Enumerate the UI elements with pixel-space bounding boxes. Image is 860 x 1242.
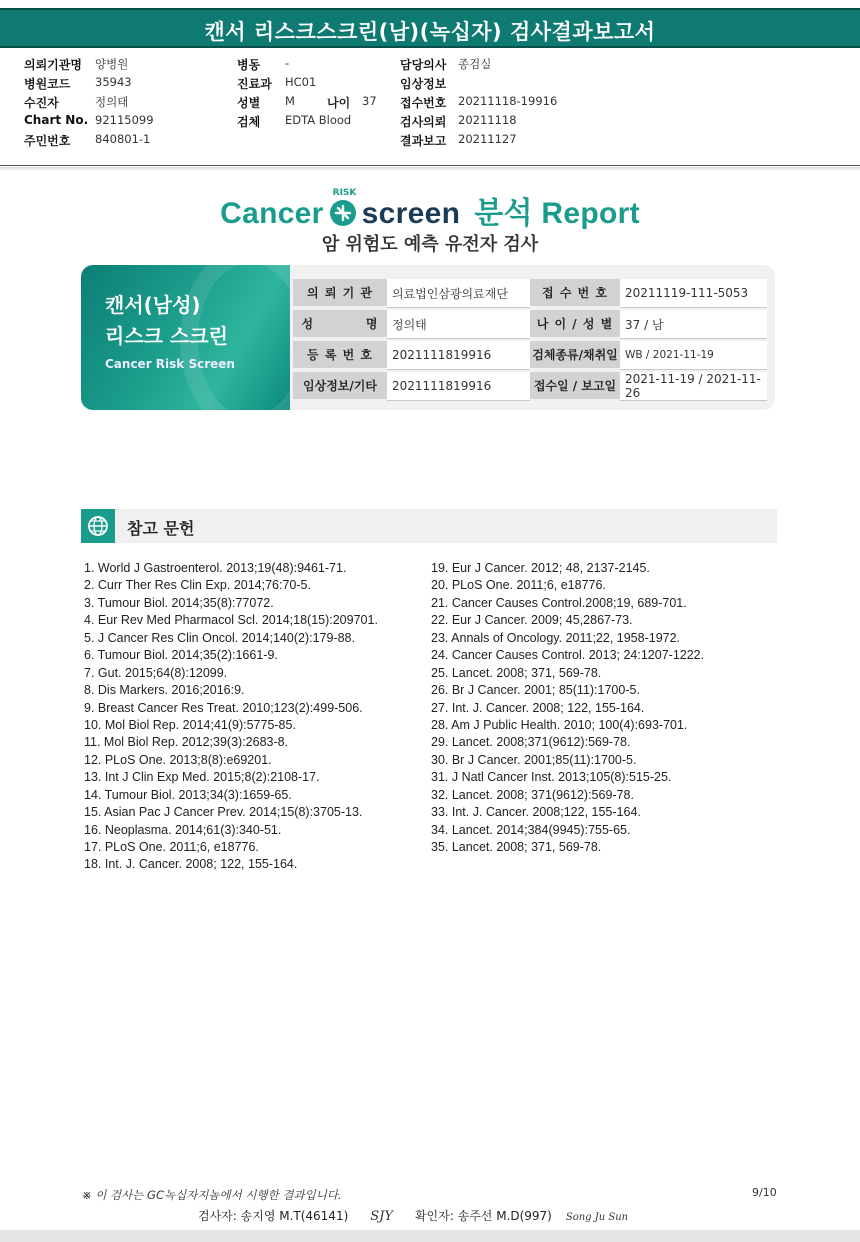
cell-label: 의 뢰 기 관 xyxy=(293,279,387,308)
reference-item: 23. Annals of Oncology. 2011;22, 1958-1972. xyxy=(431,630,681,645)
page-bottom-bar xyxy=(0,1230,860,1242)
table-row xyxy=(293,372,767,401)
field-institution xyxy=(24,56,129,75)
reference-item: 19. Eur J Cancer. 2012; 48, 2137-2145. xyxy=(431,561,650,575)
references-list-right xyxy=(431,561,704,857)
signers-line xyxy=(198,1207,628,1224)
patient-info-col2 xyxy=(237,56,377,132)
confirmer-signature: Song Ju Sun xyxy=(565,1212,629,1223)
field-label: 결과보고 xyxy=(400,134,447,148)
field-label: 수진자 xyxy=(24,96,59,110)
card-banner xyxy=(81,265,290,410)
reference-item: 16. Neoplasma. 2014;61(3):340-51. xyxy=(84,822,282,837)
reference-item: 13. Int J Clin Exp Med. 2015;8(2):2108-17. xyxy=(84,770,320,785)
tester-label: 검사자: 송지영 M.T(46141) xyxy=(198,1209,349,1223)
field-value: HC01 xyxy=(285,75,317,89)
reference-item: 1. World J Gastroenterol. 2013;19(48):9461-71. xyxy=(84,561,347,575)
field-value: 종검실 xyxy=(458,57,492,71)
field-label: 검사의뢰 xyxy=(400,115,447,129)
cell-value: 2021111819916 xyxy=(387,372,530,401)
patient-header xyxy=(0,48,860,166)
header-divider xyxy=(0,167,860,171)
brand-cancer: Cancer xyxy=(220,197,324,230)
reference-item: 9. Breast Cancer Res Treat. 2010;123(2):499-506. xyxy=(84,700,363,715)
field-sex-age xyxy=(237,94,377,113)
reference-item: 7. Gut. 2015;64(8):12099. xyxy=(84,665,228,680)
field-label: 접수번호 xyxy=(400,96,447,110)
field-report-date xyxy=(400,132,517,151)
report-title: 캔서 리스크스크린(남)(녹십자) 검사결과보고서 xyxy=(204,20,656,44)
reference-item: 25. Lancet. 2008; 371, 569-78. xyxy=(431,665,602,680)
age-label: 나이 xyxy=(327,96,351,110)
info-table xyxy=(293,277,767,403)
report-info-card xyxy=(81,265,775,410)
field-doctor xyxy=(400,56,492,75)
reference-item: 33. Int. J. Cancer. 2008;122, 155-164. xyxy=(431,805,641,820)
reference-item: 31. J Natl Cancer Inst. 2013;105(8):515-25. xyxy=(431,770,672,785)
field-value: 정의태 xyxy=(95,95,129,109)
field-hospital-code xyxy=(24,75,132,94)
field-label: 진료과 xyxy=(237,77,272,91)
cell-label: 나 이 / 성 별 xyxy=(530,310,620,339)
reference-item: 12. PLoS One. 2013;8(8):e69201. xyxy=(84,752,272,767)
field-chart-no xyxy=(24,113,154,132)
age-value: 37 xyxy=(362,94,377,108)
field-value: EDTA Blood xyxy=(285,113,352,127)
cell-label: 검체종류/채취일 xyxy=(530,341,620,370)
field-value: M xyxy=(285,94,295,108)
card-title-line1: 캔서(남성) xyxy=(105,293,201,317)
risk-mark: RISK xyxy=(332,188,357,198)
table-row xyxy=(293,279,767,308)
field-value: 92115099 xyxy=(95,113,154,127)
field-value: 35943 xyxy=(95,75,132,89)
reference-item: 2. Curr Ther Res Clin Exp. 2014;76:70-5. xyxy=(84,578,311,593)
reference-item: 6. Tumour Biol. 2014;35(2):1661-9. xyxy=(84,648,278,663)
field-value: - xyxy=(285,56,290,70)
table-row xyxy=(293,341,767,370)
reference-item: 4. Eur Rev Med Pharmacol Scl. 2014;18(15):209701. xyxy=(84,613,378,628)
reference-item: 32. Lancet. 2008; 371(9612):569-78. xyxy=(431,787,634,802)
reference-item: 29. Lancet. 2008;371(9612):569-78. xyxy=(431,735,631,750)
field-specimen xyxy=(237,113,352,132)
cell-label: 등 록 번 호 xyxy=(293,341,387,370)
risk-logo-icon xyxy=(330,188,357,226)
cell-value: 2021111819916 xyxy=(387,341,530,370)
reference-item: 21. Cancer Causes Control.2008;19, 689-701. xyxy=(431,595,687,610)
cell-value: 정의태 xyxy=(387,310,530,339)
cell-value: 37 / 남 xyxy=(620,310,767,339)
cell-label: 접수일 / 보고일 xyxy=(530,372,620,401)
reference-item: 10. Mol Biol Rep. 2014;41(9):5775-85. xyxy=(84,717,296,732)
tester-signature: SJY xyxy=(370,1209,393,1224)
references-header xyxy=(81,509,777,543)
field-department xyxy=(237,75,317,94)
cell-label: 접 수 번 호 xyxy=(530,279,620,308)
field-value: 20211118-19916 xyxy=(458,94,558,108)
cell-value: 20211119-111-5053 xyxy=(620,279,767,308)
patient-info-col3 xyxy=(400,56,558,151)
field-label: 담당의사 xyxy=(400,58,447,72)
cell-label: 임상정보/기타 xyxy=(293,372,387,401)
patient-info-col1 xyxy=(24,56,154,151)
field-value: 840801-1 xyxy=(95,132,151,146)
reference-item: 28. Am J Public Health. 2010; 100(4):693-701. xyxy=(431,717,688,732)
field-label: 병원코드 xyxy=(24,77,71,91)
reference-item: 24. Cancer Causes Control. 2013; 24:1207-1222. xyxy=(431,648,705,663)
reference-item: 15. Asian Pac J Cancer Prev. 2014;15(8):3705-13. xyxy=(84,805,363,820)
field-request-date xyxy=(400,113,517,132)
cell-value: WB / 2021-11-19 xyxy=(620,341,767,370)
references-list-left xyxy=(84,561,378,875)
cell-label: 성 명 xyxy=(293,310,387,339)
field-label: 검체 xyxy=(237,115,261,129)
brand-report: 분석 Report xyxy=(474,197,640,230)
field-value: 20211118 xyxy=(458,113,517,127)
globe-icon xyxy=(81,509,115,543)
field-value: 양병원 xyxy=(95,57,129,71)
field-label: 주민번호 xyxy=(24,134,71,148)
brand-logo-line xyxy=(0,188,860,228)
confirmer-label: 확인자: 송주선 M.D(997) xyxy=(414,1209,552,1223)
page-number: 9/10 xyxy=(752,1186,777,1199)
field-resident-no xyxy=(24,132,151,151)
field-clinical-info xyxy=(400,75,446,94)
reference-item: 17. PLoS One. 2011;6, e18776. xyxy=(84,840,259,854)
reference-item: 26. Br J Cancer. 2001; 85(11):1700-5. xyxy=(431,683,640,698)
reference-item: 14. Tumour Biol. 2013;34(3):1659-65. xyxy=(84,787,292,802)
reference-item: 8. Dis Markers. 2016;2016:9. xyxy=(84,683,245,698)
reference-item: 20. PLoS One. 2011;6, e18776. xyxy=(431,578,606,593)
field-receipt-no xyxy=(400,94,558,113)
field-label: 의뢰기관명 xyxy=(24,58,82,72)
card-title-line2: 리스크 스크린 xyxy=(105,324,228,348)
cell-value: 의료법인삼광의료재단 xyxy=(387,279,530,308)
references-title: 참고 문헌 xyxy=(127,519,195,538)
field-label: 임상정보 xyxy=(400,77,447,91)
field-patient-name xyxy=(24,94,129,113)
field-ward xyxy=(237,56,290,75)
reference-item: 3. Tumour Biol. 2014;35(8):77072. xyxy=(84,595,274,610)
reference-item: 18. Int. J. Cancer. 2008; 122, 155-164. xyxy=(84,857,298,872)
reference-item: 27. Int. J. Cancer. 2008; 122, 155-164. xyxy=(431,700,645,715)
reference-item: 22. Eur J Cancer. 2009; 45,2867-73. xyxy=(431,613,633,628)
field-label: 병동 xyxy=(237,58,261,72)
reference-item: 35. Lancet. 2008; 371, 569-78. xyxy=(431,840,602,854)
card-title-english: Cancer Risk Screen xyxy=(105,357,235,371)
page-subtitle: 암 위험도 예측 유전자 검사 xyxy=(321,234,539,255)
reference-item: 30. Br J Cancer. 2001;85(11):1700-5. xyxy=(431,752,637,767)
table-row xyxy=(293,310,767,339)
report-title-bar xyxy=(0,8,860,48)
cell-value: 2021-11-19 / 2021-11-26 xyxy=(620,372,767,401)
reference-item: 5. J Cancer Res Clin Oncol. 2014;140(2):179-88. xyxy=(84,630,355,645)
reference-item: 11. Mol Biol Rep. 2012;39(3):2683-8. xyxy=(84,735,289,750)
reference-item: 34. Lancet. 2014;384(9945):755-65. xyxy=(431,822,631,837)
footnote: ※ 이 검사는 GC녹십자지놈에서 시행한 결과입니다. xyxy=(82,1188,342,1202)
field-label: Chart No. xyxy=(24,113,89,127)
field-label: 성별 xyxy=(237,96,261,110)
field-value: 20211127 xyxy=(458,132,517,146)
brand-screen: screen xyxy=(361,197,461,230)
